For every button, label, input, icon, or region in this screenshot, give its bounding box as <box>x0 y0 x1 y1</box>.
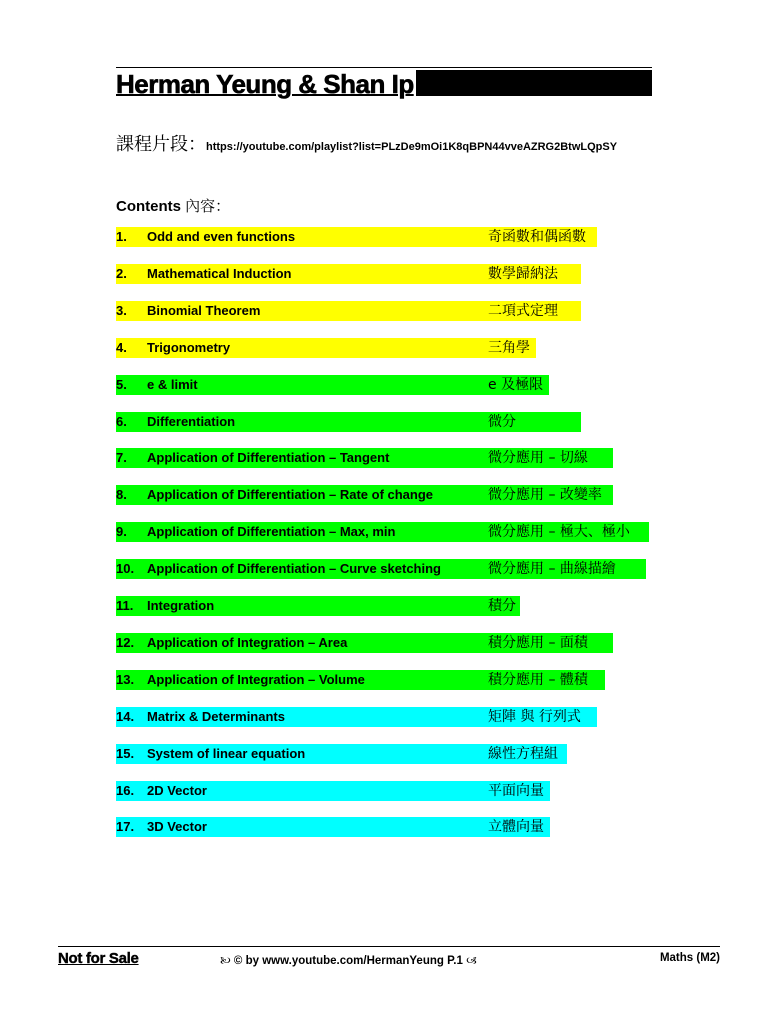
header-banner <box>116 69 652 99</box>
toc-item-english: e & limit <box>147 377 198 392</box>
toc-item-number: 15. <box>116 746 135 761</box>
toc-item[interactable] <box>116 338 536 358</box>
toc-item-number: 5. <box>116 377 127 392</box>
toc-item-number: 16. <box>116 783 135 798</box>
toc-item-number: 7. <box>116 450 127 465</box>
toc-item[interactable] <box>116 744 567 764</box>
toc-item-chinese: 三角學 <box>488 340 530 356</box>
toc-item[interactable] <box>116 375 549 395</box>
copyright-text: © by www.youtube.com/HermanYeung P.1 <box>230 955 467 967</box>
toc-item-chinese: 二項式定理 <box>488 303 558 319</box>
toc-item-chinese: 微分應用 – 改變率 <box>488 487 602 503</box>
toc-item-number: 17. <box>116 819 135 834</box>
playlist-label: 課程片段： <box>116 134 206 155</box>
toc-item-number: 14. <box>116 709 135 724</box>
toc-item[interactable] <box>116 633 613 653</box>
toc-item[interactable] <box>116 227 597 247</box>
toc-item-chinese: 數學歸納法 <box>488 266 558 282</box>
toc-item-chinese: 奇函數和偶函數 <box>488 229 586 245</box>
toc-item-english: Binomial Theorem <box>147 303 261 318</box>
copyright-line <box>220 952 477 971</box>
toc-item-english: 3D Vector <box>147 819 207 834</box>
contents-heading <box>116 195 230 216</box>
toc-item-number: 6. <box>116 414 127 429</box>
toc-item[interactable] <box>116 264 581 284</box>
footer-rule <box>58 946 720 947</box>
toc-item-english: Application of Differentiation – Max, min <box>147 524 396 539</box>
toc-item-chinese: 微分應用 – 曲線描繪 <box>488 561 616 577</box>
toc-item-number: 13. <box>116 672 135 687</box>
toc-item-english: Integration <box>147 598 215 613</box>
toc-item-chinese: 微分應用 – 切線 <box>488 450 588 466</box>
toc-item-chinese: 微分 <box>488 414 516 430</box>
toc-item[interactable] <box>116 522 649 542</box>
contents-heading-zh: 內容： <box>181 198 231 215</box>
subject-label: Maths (M2) <box>659 952 720 964</box>
toc-item-number: 2. <box>116 266 127 281</box>
toc-item[interactable] <box>116 781 550 801</box>
author-title: Herman Yeung & Shan Ip <box>116 69 414 99</box>
toc-item-chinese: 積分應用 – 面積 <box>488 635 588 651</box>
fleuron-right-icon: 🙢 <box>466 954 477 967</box>
toc-item-number: 12. <box>116 635 135 650</box>
toc-item-number: 4. <box>116 340 127 355</box>
toc-item-chinese: 積分 <box>488 598 516 614</box>
toc-item-chinese: 積分應用 – 體積 <box>488 672 588 688</box>
toc-item-number: 3. <box>116 303 127 318</box>
toc-item[interactable] <box>116 448 613 468</box>
toc-item-english: Application of Differentiation – Tangent <box>147 450 390 465</box>
toc-item-number: 10. <box>116 561 135 576</box>
toc-item-english: Mathematical Induction <box>147 266 292 281</box>
toc-item-english: Application of Differentiation – Curve sketching <box>147 561 441 576</box>
toc-item-number: 9. <box>116 524 127 539</box>
toc-item-chinese: 立體向量 <box>488 819 544 835</box>
toc-item[interactable] <box>116 670 605 690</box>
toc-item[interactable] <box>116 301 581 321</box>
toc-item-english: Matrix & Determinants <box>147 709 285 724</box>
playlist-line <box>116 130 617 156</box>
toc-item-english: System of linear equation <box>147 746 306 761</box>
toc-item-english: Application of Differentiation – Rate of change <box>147 487 434 502</box>
toc-item[interactable] <box>116 707 597 727</box>
toc-item-english: Application of Integration – Area <box>147 635 348 650</box>
toc-item-chinese: 平面向量 <box>488 783 544 799</box>
toc-item-chinese: 線性方程組 <box>488 746 558 762</box>
fleuron-left-icon: 🙠 <box>220 954 231 967</box>
toc-item-chinese: e 及極限 <box>488 377 544 393</box>
toc-item[interactable] <box>116 596 520 616</box>
toc-item-number: 8. <box>116 487 127 502</box>
toc-item-english: Application of Integration – Volume <box>147 672 365 687</box>
toc-item-number: 1. <box>116 229 127 244</box>
toc-item[interactable] <box>116 817 550 837</box>
playlist-link[interactable]: https://youtube.com/playlist?list=PLzDe9mOi1K8qBPN44vveAZRG2BtwLQpSY <box>206 141 618 153</box>
toc-item-number: 11. <box>116 598 134 613</box>
toc-item-english: Odd and even functions <box>147 229 296 244</box>
header-top-rule <box>116 67 652 68</box>
toc-item[interactable] <box>116 559 646 579</box>
toc-item-english: Differentiation <box>147 414 236 429</box>
toc-item[interactable] <box>116 485 613 505</box>
toc-item-english: Trigonometry <box>147 340 231 355</box>
toc-item-chinese: 矩陣 與 行列式 <box>488 709 581 725</box>
toc-item-chinese: 微分應用 – 極大、極小 <box>488 524 630 540</box>
not-for-sale-label: Not for Sale <box>58 950 139 967</box>
contents-heading-en: Contents <box>116 198 181 215</box>
toc-item[interactable] <box>116 412 581 432</box>
toc-item-english: 2D Vector <box>147 783 207 798</box>
